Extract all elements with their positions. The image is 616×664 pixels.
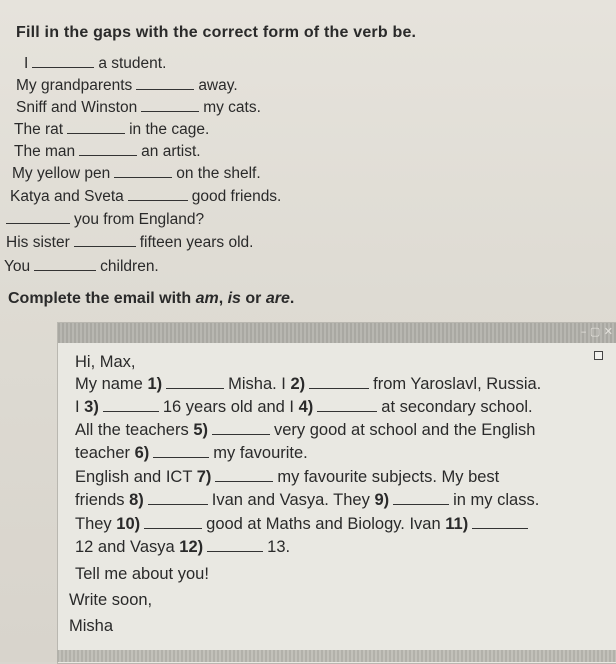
sentence-6 [12,165,261,183]
title-word-are: are [265,290,290,307]
email-text: I [75,398,85,416]
sentence-1 [24,55,166,73]
answer-gap[interactable] [79,154,137,156]
email-text: from Yaroslavl, Russia. [373,375,542,393]
sentence-text: I [24,55,29,72]
gap-number: 1) [147,375,163,393]
answer-gap[interactable] [34,269,96,271]
sentence-text: a student. [98,55,167,72]
exercise1-title: Fill in the gaps with the correct form of the verb be. [16,24,417,41]
title-word-is: is [227,290,241,307]
email-text: Misha. I [228,375,291,393]
answer-gap[interactable] [144,527,202,529]
answer-gap[interactable] [141,110,199,112]
sentence-text: You [4,258,31,275]
sentence-9 [6,234,253,252]
sentence-7 [10,188,281,206]
answer-gap[interactable] [215,480,273,482]
gap-number: 11) [445,515,469,533]
email-text: friends [75,491,130,509]
email-text: My name [75,375,148,393]
sentence-text: Sniff and Winston [16,99,138,116]
answer-gap[interactable] [166,387,224,389]
window-controls[interactable]: – ▢ ✕ [580,325,613,338]
answer-gap[interactable] [103,410,159,412]
email-closing-1: Tell me about you! [75,565,209,583]
sentence-text: on the shelf. [176,165,261,182]
email-text: my favourite. [213,444,308,462]
gap-number: 7) [196,468,212,486]
sentence-text: The rat [14,121,64,138]
gap-number: 5) [193,421,208,439]
sentence-10 [4,258,159,276]
answer-gap[interactable] [393,503,449,505]
sentence-text: you from England? [74,211,205,228]
sentence-text: Katya and Sveta [10,188,124,205]
email-signature: Misha [69,617,114,635]
sentence-text: My yellow pen [12,165,111,182]
sentence-text: The man [14,143,76,160]
sentence-text: away. [198,77,238,94]
email-line-3 [75,421,535,440]
title-word-am: am [195,290,219,307]
email-titlebar [58,323,616,343]
answer-gap[interactable] [136,88,194,90]
title-text: , [218,290,228,307]
email-text: teacher [75,444,135,462]
answer-gap[interactable] [114,176,172,178]
email-line-2 [75,398,533,417]
title-text: . [289,290,295,307]
gap-number: 8) [129,491,144,509]
email-text: All the teachers [75,421,194,439]
answer-gap[interactable] [212,433,270,435]
email-line-6 [75,491,539,510]
sentence-text: my cats. [203,99,261,116]
answer-gap[interactable] [128,199,188,201]
answer-gap[interactable] [32,66,94,68]
email-text: in my class. [453,491,540,509]
sentence-text: fifteen years old. [139,234,254,251]
answer-gap[interactable] [207,550,263,552]
gap-number: 6) [134,444,150,462]
email-line-4 [75,444,308,463]
sentence-5 [14,143,201,161]
gap-number: 10) [116,515,141,533]
answer-gap[interactable] [309,387,369,389]
answer-gap[interactable] [148,503,208,505]
gap-number: 9) [374,491,390,509]
answer-gap[interactable] [74,245,136,247]
exercise2-title [8,290,294,308]
email-text: my favourite subjects. My best [277,468,500,486]
sentence-text: My grandparents [16,77,133,94]
email-text: 16 years old and I [162,398,299,416]
title-text: Complete the email with [8,290,196,307]
email-line-1 [75,375,541,394]
answer-gap[interactable] [472,527,528,529]
email-text: English and ICT [75,468,197,486]
email-text: Ivan and Vasya. They [211,491,375,509]
email-text: at secondary school. [381,398,533,416]
email-text: very good at school and the English [273,421,536,439]
gap-number: 2) [290,375,306,393]
answer-gap[interactable] [67,132,125,134]
email-text: They [75,515,117,533]
email-line-7 [75,515,532,534]
answer-gap[interactable] [317,410,377,412]
email-line-8 [75,538,290,557]
sentence-text: good friends. [191,188,282,205]
email-closing-2: Write soon, [69,591,153,609]
window-square-icon[interactable] [594,351,603,360]
answer-gap[interactable] [153,456,209,458]
sentence-text: an artist. [141,143,201,160]
email-text: good at Maths and Biology. Ivan [206,515,446,533]
email-bottom-bar [57,650,616,662]
email-greeting: Hi, Max, [75,353,136,371]
email-window [57,322,616,664]
answer-gap[interactable] [6,222,70,224]
gap-number: 4) [298,398,314,416]
email-text: 13. [267,538,291,556]
sentence-2 [16,77,238,95]
sentence-text: children. [100,258,159,275]
sentence-8 [6,211,204,229]
sentence-4 [14,121,209,139]
gap-number: 3) [84,398,99,416]
sentence-text: in the cage. [129,121,210,138]
sentence-3 [16,99,261,117]
sentence-text: His sister [6,234,70,251]
email-text: 12 and Vasya [75,538,180,556]
gap-number: 12) [179,538,204,556]
title-text: or [240,290,266,307]
email-line-5 [75,468,499,487]
